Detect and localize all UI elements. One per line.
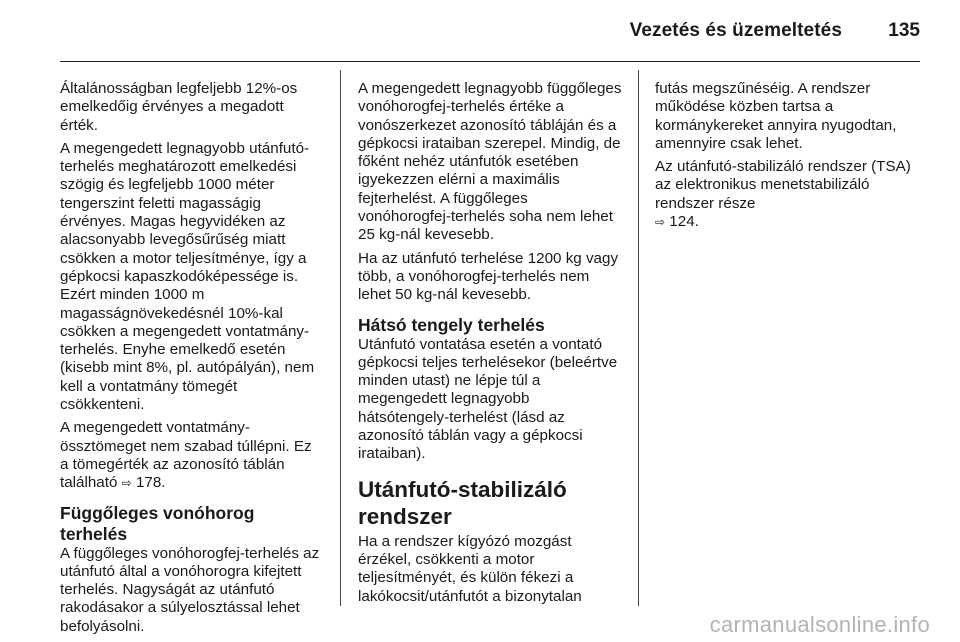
- paragraph: Általánosságban legfeljebb 12%-os emelkedőig érvényes a megadott érték.: [60, 80, 298, 134]
- arrow-right-icon: ⇨: [655, 215, 666, 230]
- header-divider: [60, 61, 920, 62]
- column-3: [655, 80, 919, 236]
- paragraph-text: Az utánfutó-stabilizáló rendszer (TSA) az elektronikus menetstabilizáló rendszer része: [655, 158, 911, 212]
- arrow-right-icon: ⇨: [121, 476, 132, 491]
- page-reference[interactable]: [655, 213, 699, 230]
- paragraph: A megengedett legnagyobb függőleges vonóhorogfej-terhelés értéke a vonószerkezet azonosító tábláján és a gépkocsi irataiban szerepel. Mindig, de főként nehéz utánfutók esetében igyekezzen elérni a maximális fejterhelést. A függőleges vonóhorogfej-terhelés soha nem lehet 25 kg-nál kevesebb.: [358, 80, 622, 244]
- column-1: [60, 80, 324, 641]
- paragraph: [60, 419, 324, 492]
- paragraph-text: A megengedett vontatmány-össztömeget nem szabad túllépni. Ez a tömegérték az azonosító táblán található: [60, 419, 312, 492]
- watermark: carmanualsonline.info: [709, 612, 930, 637]
- page-number: 135: [888, 20, 920, 41]
- page-reference-number: 178.: [135, 474, 166, 492]
- paragraph: Ha az utánfutó terhelése 1200 kg vagy több, a vonóhorogfej-terhelés nem lehet 50 kg-nál kevesebb.: [358, 249, 619, 304]
- paragraph: A megengedett legnagyobb utánfutó-terhelés meghatározott emelkedési szögig és legfeljebb 1000 méter tengerszint feletti magasságig érvényes. Magas hegyvidéken az alacsonyabb levegősűrűség miatt csökken a motor teljesítménye, így a gépkocsi kapaszkodóképessége is. Ezért minden 1000 m magasságnövekedésnél 10%-kal csökken a megengedett vontatmány-terhelés. Enyhe emelkedő esetén (kisebb mint 8%, pl. autópályán), nem kell a vontatmány tömegét csökkenteni.: [60, 139, 315, 414]
- paragraph: Utánfutó vontatása esetén a vontató gépkocsi teljes terhelésekor (beleértve minden utast) ne lépje túl a megengedett legnagyobb hátsótengely-terhelést (lásd az azonosító táblán vagy a gépkocsi irataiban).: [358, 335, 618, 463]
- column-divider-2: [638, 70, 639, 606]
- page-header: [0, 0, 960, 62]
- paragraph: [655, 158, 919, 231]
- column-2: [358, 80, 622, 611]
- paragraph: A függőleges vonóhorogfej-terhelés az utánfutó által a vonóhorogra kifejtett terhelés. Nagyságát az utánfutó rakodásakor a súlyelosztással lehet befolyásolni.: [60, 544, 320, 635]
- paragraph: futás megszűnéséig. A rendszer működése közben tartsa a kormánykereket annyira nyugodtan, amennyire csak lehet.: [655, 80, 897, 152]
- page-reference[interactable]: [122, 474, 166, 491]
- paragraph: Ha a rendszer kígyózó mozgást érzékel, csökkenti a motor teljesítményét, és külön fékezi a lakókocsit/utánfutót a bizonytalan: [358, 532, 582, 605]
- section-heading: Függőleges vonóhorog terhelés: [60, 502, 255, 544]
- column-divider-1: [340, 70, 341, 606]
- chapter-heading: Utánfutó-stabilizáló rendszer: [358, 476, 567, 529]
- page-reference-number: 124.: [669, 213, 699, 231]
- section-heading: Hátsó tengely terhelés: [358, 314, 545, 335]
- page-title: Vezetés és üzemeltetés: [629, 20, 842, 41]
